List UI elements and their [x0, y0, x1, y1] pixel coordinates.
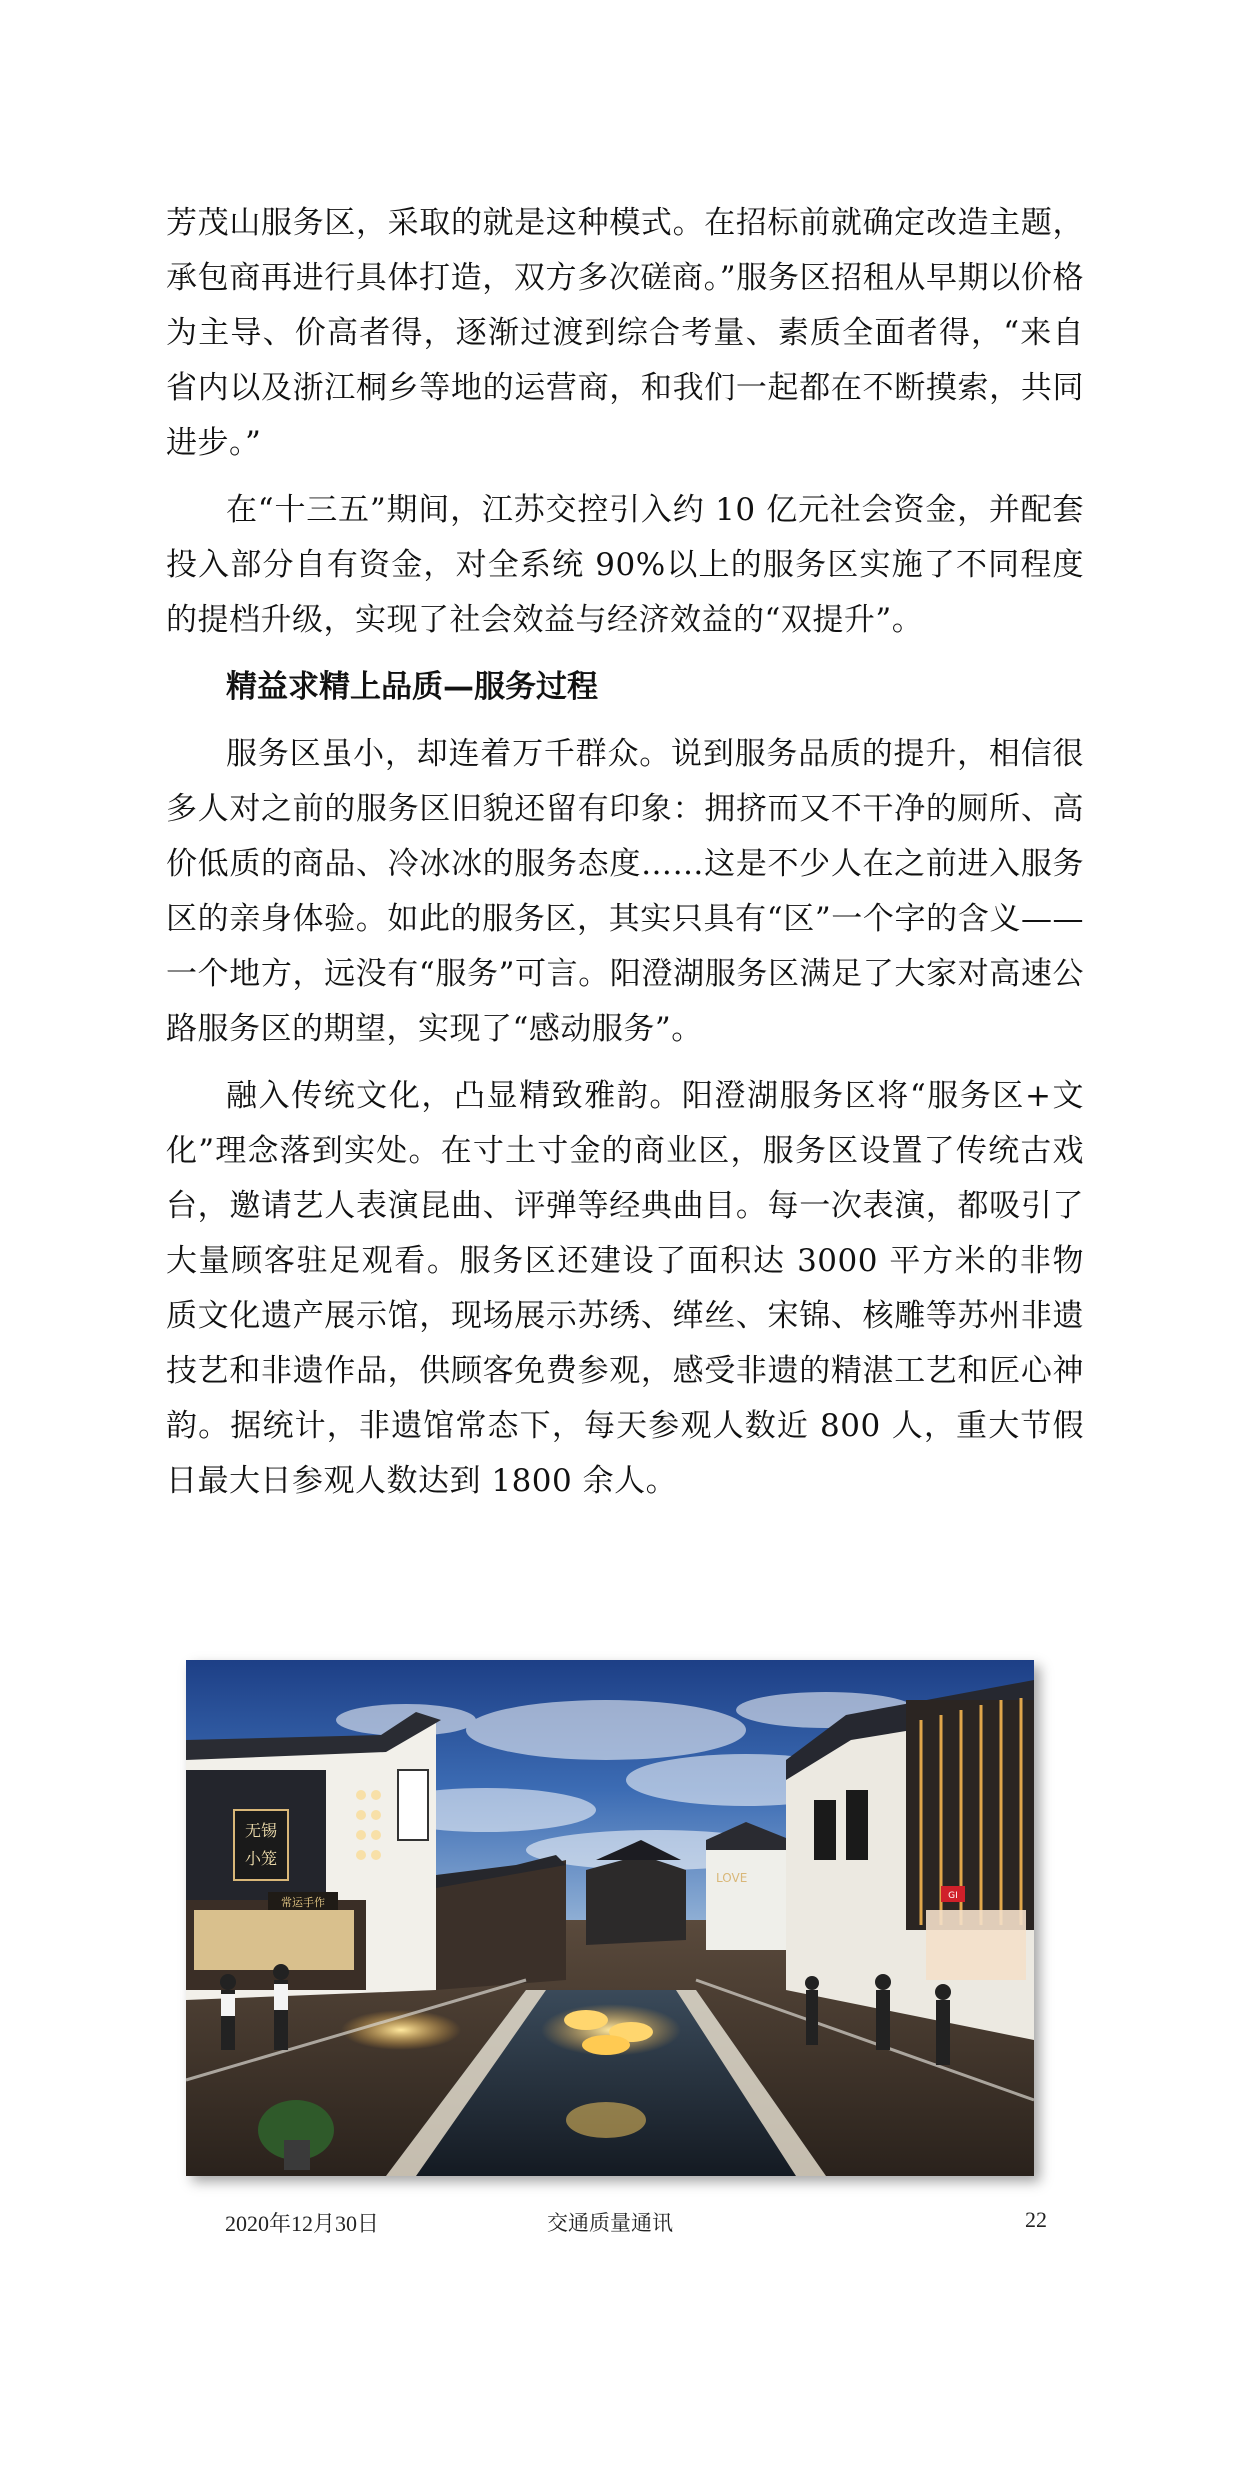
page-number: 22 — [1025, 2207, 1047, 2232]
article-body — [166, 196, 1084, 1509]
paragraph-continued: 芳茂山服务区，采取的就是这种模式。在招标前就确定改造主题，承包商再进行具体打造，双方多次磋商。”服务区招租从早期以价格为主导、价高者得，逐渐过渡到综合考量、素质全面者得，“来自省内以及浙江桐乡等地的运营商，和我们一起都在不断摸索，共同进步。” — [166, 205, 1084, 461]
page-footer — [0, 2207, 1240, 2247]
paragraph-traditional-culture: 融入传统文化，凸显精致雅韵。阳澄湖服务区将“服务区+文化”理念落到实处。在寸土寸金的商业区，服务区设置了传统古戏台，邀请艺人表演昆曲、评弹等经典曲目。每一次表演，都吸引了大量顾客驻足观看。服务区还建设了面积达 3000 平方米的非物质文化遗产展示馆，现场展示苏绣、缂丝、宋锦、核雕等苏州非遗技艺和非遗作品，供顾客免费参观，感受非遗的精湛工艺和匠心神韵。据统计，非遗馆常态下，每天参观人数近 800 人，重大节假日最大日参观人数达到 1800 余人。 — [166, 1078, 1084, 1499]
journal-name: 交通质量通讯 — [547, 2211, 673, 2235]
paragraph-investment: 在“十三五”期间，江苏交控引入约 10 亿元社会资金，并配套投入部分自有资金，对全系统 90%以上的服务区实施了不同程度的提档升级，实现了社会效益与经济效益的“双提升”。 — [166, 492, 1084, 638]
love-sign: LOVE — [716, 1871, 748, 1885]
right-shop-sign: GI — [948, 1891, 958, 1901]
issue-date: 2020年12月30日 — [225, 2211, 380, 2236]
section-heading: 精益求精上品质—服务过程 — [226, 669, 598, 705]
left-shop-sign-line2: 小笼 — [244, 1849, 278, 1868]
left-shop-sign-line1: 无锡 — [244, 1821, 278, 1840]
lintel-sign: 常运手作 — [281, 1896, 325, 1909]
service-area-photo — [186, 1660, 1034, 2176]
paragraph-service-quality: 服务区虽小，却连着万千群众。说到服务品质的提升，相信很多人对之前的服务区旧貌还留有印象：拥挤而又不干净的厕所、高价低质的商品、冷冰冰的服务态度……这是不少人在之前进入服务区的亲身体验。如此的服务区，其实只具有“区”一个字的含义——一个地方，远没有“服务”可言。阳澄湖服务区满足了大家对高速公路服务区的期望，实现了“感动服务”。 — [166, 736, 1084, 1047]
